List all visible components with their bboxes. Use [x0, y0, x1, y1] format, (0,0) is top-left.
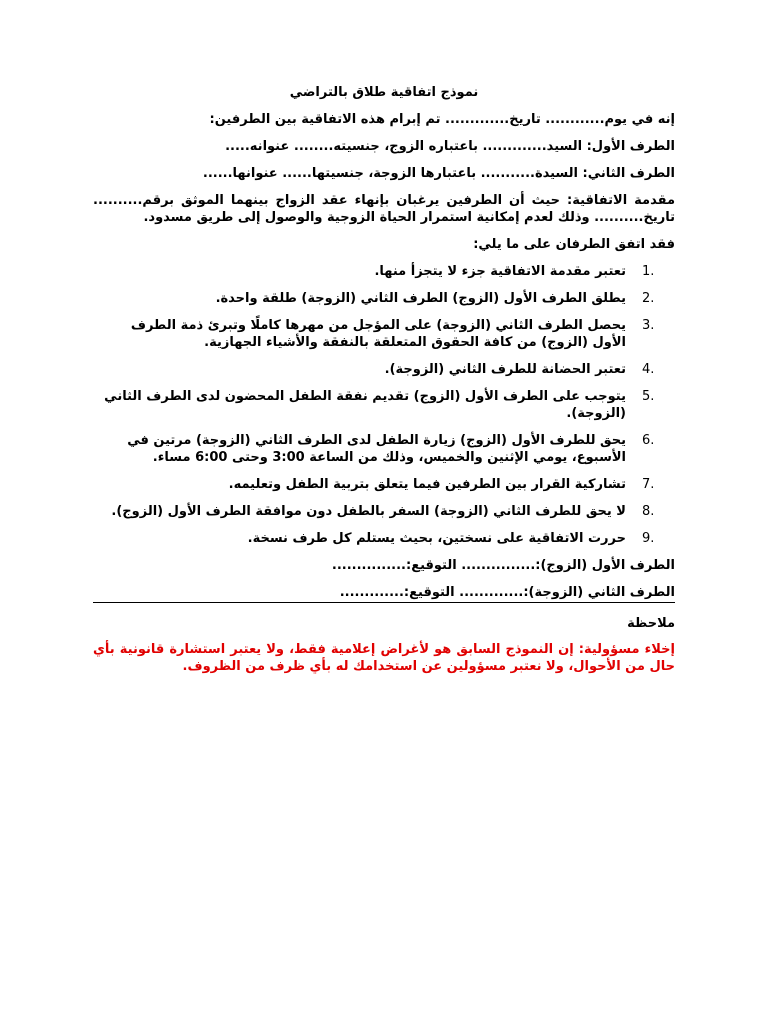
clause-text: يحصل الطرف الثاني (الزوجة) على المؤجل من مهرها كاملًا وتبرئ ذمة الطرف الأول (الزوج) من كافة الحقوق المتعلقة بالنفقة والأشياء الجهازية. [130, 318, 626, 350]
clause-item [93, 317, 675, 351]
second-party-line: الطرف الثاني: السيدة........... باعتبارها الزوجة، جنسيتها...... عنوانها...... [202, 166, 675, 181]
note-heading: ملاحظة [627, 616, 675, 631]
clause-text: تعتبر الحضانة للطرف الثاني (الزوجة). [384, 362, 626, 377]
clauses-list [93, 263, 675, 547]
clause-number: 6. [642, 433, 655, 448]
clause-text: يحق للطرف الأول (الزوج) زيارة الطفل لدى الطرف الثاني (الزوجة) مرتين في الأسبوع، يومي الإثنين والخميس، وذلك من الساعة 3:00 وحتى 6:00 مساء. [127, 433, 626, 465]
clause-item [93, 290, 675, 307]
clause-item [93, 432, 675, 466]
second-party-signature-line: الطرف الثاني (الزوجة):............. التوقيع:............. [93, 584, 675, 603]
clause-item [93, 503, 675, 520]
clause-number: 5. [642, 389, 655, 404]
clause-item [93, 361, 675, 378]
clause-number: 3. [642, 318, 655, 333]
agreement-preamble: مقدمة الاتفاقية: حيث أن الطرفين يرغبان بإنهاء عقد الزواج بينهما الموثق برقم.......... تاريخ.......... وذلك لعدم إمكانية استمرار الحياة الزوجية والوصول إلى طريق مسدود. [93, 193, 675, 225]
clause-number: 1. [642, 264, 655, 279]
clause-number: 4. [642, 362, 655, 377]
clause-text: يتوجب على الطرف الأول (الزوج) تقديم نفقة الطفل المحضون لدى الطرف الثاني (الزوجة). [104, 389, 626, 421]
clause-item [93, 263, 675, 280]
document-title: نموذج اتفاقية طلاق بالتراضي [289, 85, 479, 100]
first-party-line: الطرف الأول: السيد............. باعتباره الزوج، جنسيته........ عنوانه..... [225, 139, 675, 154]
clause-item [93, 476, 675, 493]
intro-line: إنه في يوم............ تاريخ............. تم إبرام هذه الاتفاقية بين الطرفين: [209, 112, 675, 127]
clause-text: تشاركية القرار بين الطرفين فيما يتعلق بتربية الطفل وتعليمه. [228, 477, 626, 492]
first-party-signature-line: الطرف الأول (الزوج):............... التوقيع:............... [331, 558, 675, 573]
clause-text: حررت الاتفاقية على نسختين، بحيث يستلم كل طرف نسخة. [247, 531, 626, 546]
clause-text: يطلق الطرف الأول (الزوج) الطرف الثاني (الزوجة) طلقة واحدة. [215, 291, 626, 306]
clause-text: تعتبر مقدمة الاتفاقية جزء لا يتجزأ منها. [374, 264, 626, 279]
disclaimer-text: إخلاء مسؤولية: إن النموذج السابق هو لأغراض إعلامية فقط، ولا يعتبر استشارة قانونية بأي حال من الأحوال، ولا نعتبر مسؤولين عن استخدامك له بأي ظرف من الظروف. [93, 642, 675, 674]
clause-item [93, 530, 675, 547]
document-page [93, 84, 675, 675]
clause-number: 8. [642, 504, 655, 519]
clause-number: 2. [642, 291, 655, 306]
clause-text: لا يحق للطرف الثاني (الزوجة) السفر بالطفل دون موافقة الطرف الأول (الزوج). [111, 504, 626, 519]
clause-item [93, 388, 675, 422]
clause-number: 7. [642, 477, 655, 492]
agreed-terms-heading: فقد اتفق الطرفان على ما يلي: [473, 237, 675, 252]
clause-number: 9. [642, 531, 655, 546]
